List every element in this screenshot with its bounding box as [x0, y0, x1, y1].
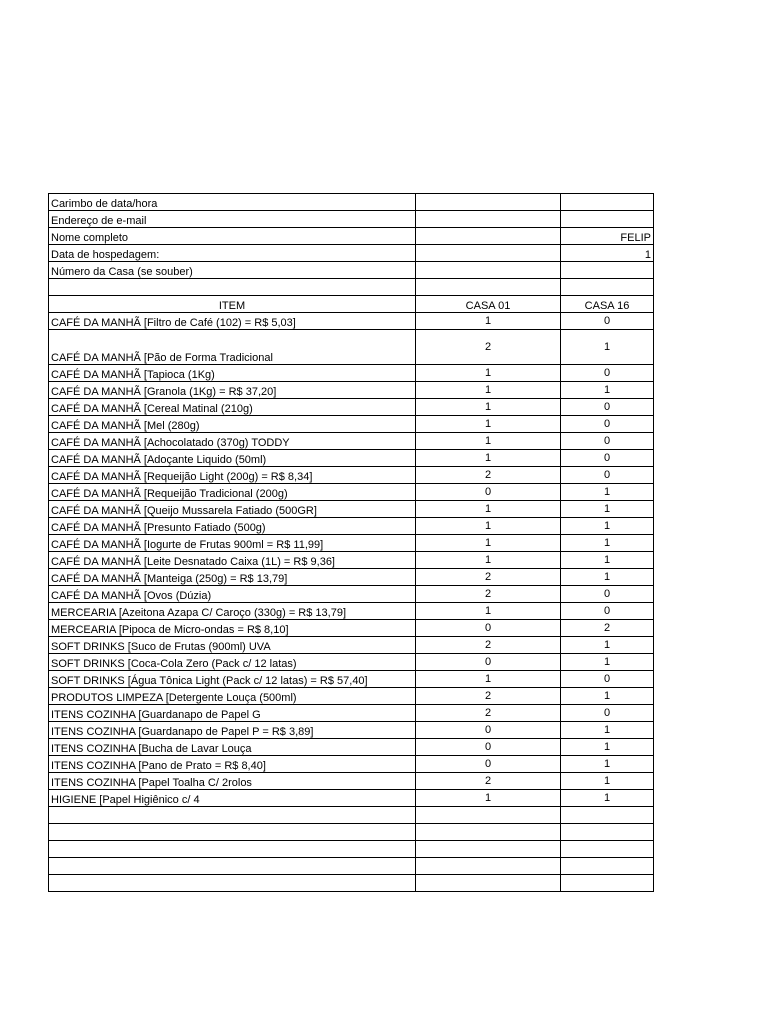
table-row — [49, 773, 654, 790]
casa-01-quantity-cell[interactable]: 1 — [416, 433, 561, 450]
empty-cell[interactable] — [49, 875, 416, 892]
item-label-cell[interactable]: CAFÉ DA MANHÃ [Manteiga (250g) = R$ 13,79] — [49, 569, 416, 586]
table-row — [49, 603, 654, 620]
casa-01-quantity-cell[interactable]: 1 — [416, 382, 561, 399]
item-label-cell[interactable]: MERCEARIA [Pipoca de Micro-ondas = R$ 8,10] — [49, 620, 416, 637]
casa-01-quantity-cell[interactable]: 2 — [416, 467, 561, 484]
table-row — [49, 688, 654, 705]
casa-16-quantity-cell[interactable]: 0 — [561, 433, 654, 450]
item-label-cell[interactable]: SOFT DRINKS [Suco de Frutas (900ml) UVA — [49, 637, 416, 654]
empty-cell[interactable] — [416, 841, 561, 858]
casa-16-column-header[interactable]: CASA 16 — [561, 296, 654, 313]
casa-01-quantity-cell[interactable]: 1 — [416, 790, 561, 807]
empty-cell[interactable] — [416, 807, 561, 824]
empty-cell[interactable] — [561, 824, 654, 841]
item-label-cell[interactable]: ITENS COZINHA [Guardanapo de Papel G — [49, 705, 416, 722]
table-row — [49, 705, 654, 722]
item-label-cell[interactable]: CAFÉ DA MANHÃ [Granola (1Kg) = R$ 37,20] — [49, 382, 416, 399]
casa-01-column-header[interactable]: CASA 01 — [416, 296, 561, 313]
item-label-cell[interactable]: CAFÉ DA MANHÃ [Adoçante Liquido (50ml) — [49, 450, 416, 467]
empty-cell[interactable] — [416, 875, 561, 892]
item-label-cell[interactable]: SOFT DRINKS [Coca-Cola Zero (Pack c/ 12 latas) — [49, 654, 416, 671]
table-row — [49, 586, 654, 603]
casa-16-quantity-cell[interactable]: 0 — [561, 450, 654, 467]
casa-16-quantity-cell[interactable]: 1 — [561, 569, 654, 586]
item-label-cell[interactable]: CAFÉ DA MANHÃ [Leite Desnatado Caixa (1L) = R$ 9,36] — [49, 552, 416, 569]
empty-cell[interactable] — [416, 279, 561, 296]
inventory-table — [48, 193, 654, 892]
table-row — [49, 365, 654, 382]
info-value-cell[interactable]: 1 — [561, 245, 654, 262]
empty-cell[interactable] — [49, 858, 416, 875]
info-value-cell[interactable] — [561, 262, 654, 279]
info-label-cell[interactable]: Data de hospedagem: — [49, 245, 416, 262]
table-row — [49, 399, 654, 416]
table-row — [49, 382, 654, 399]
header-row — [49, 296, 654, 313]
item-label-cell[interactable]: MERCEARIA [Azeitona Azapa C/ Caroço (330g) = R$ 13,79] — [49, 603, 416, 620]
casa-16-quantity-cell[interactable]: 0 — [561, 416, 654, 433]
item-label-cell[interactable]: CAFÉ DA MANHÃ [Requeijão Tradicional (200g) — [49, 484, 416, 501]
casa-01-quantity-cell[interactable]: 1 — [416, 365, 561, 382]
empty-cell[interactable] — [561, 279, 654, 296]
item-label-cell[interactable]: CAFÉ DA MANHÃ [Pão de Forma Tradicional — [49, 330, 416, 365]
empty-cell[interactable] — [416, 858, 561, 875]
casa-16-quantity-cell[interactable]: 1 — [561, 484, 654, 501]
item-column-header[interactable]: ITEM — [49, 296, 416, 313]
item-label-cell[interactable]: CAFÉ DA MANHÃ [Achocolatado (370g) TODDY — [49, 433, 416, 450]
table-row — [49, 722, 654, 739]
empty-cell[interactable] — [49, 841, 416, 858]
empty-cell[interactable] — [49, 279, 416, 296]
table-row — [49, 739, 654, 756]
casa-16-quantity-cell[interactable]: 1 — [561, 773, 654, 790]
casa-16-quantity-cell[interactable]: 1 — [561, 330, 654, 365]
table-row — [49, 501, 654, 518]
casa-01-quantity-cell[interactable]: 2 — [416, 330, 561, 365]
casa-01-quantity-cell[interactable]: 1 — [416, 399, 561, 416]
casa-01-quantity-cell[interactable]: 1 — [416, 450, 561, 467]
table-row — [49, 330, 654, 365]
casa-01-quantity-cell[interactable]: 0 — [416, 654, 561, 671]
item-label-cell[interactable]: ITENS COZINHA [Pano de Prato = R$ 8,40] — [49, 756, 416, 773]
empty-row — [49, 824, 654, 841]
info-value-cell[interactable] — [561, 194, 654, 211]
info-row — [49, 228, 654, 245]
casa-01-quantity-cell[interactable]: 0 — [416, 739, 561, 756]
info-value-cell[interactable] — [416, 245, 561, 262]
table-row — [49, 467, 654, 484]
casa-01-quantity-cell[interactable]: 0 — [416, 484, 561, 501]
casa-16-quantity-cell[interactable]: 1 — [561, 637, 654, 654]
casa-01-quantity-cell[interactable]: 2 — [416, 586, 561, 603]
casa-16-quantity-cell[interactable]: 1 — [561, 688, 654, 705]
table-row — [49, 450, 654, 467]
empty-cell[interactable] — [416, 824, 561, 841]
info-row — [49, 211, 654, 228]
item-label-cell[interactable]: CAFÉ DA MANHÃ [Cereal Matinal (210g) — [49, 399, 416, 416]
item-label-cell[interactable]: ITENS COZINHA [Bucha de Lavar Louça — [49, 739, 416, 756]
info-value-cell[interactable] — [416, 262, 561, 279]
item-label-cell[interactable]: CAFÉ DA MANHÃ [Queijo Mussarela Fatiado (500GR] — [49, 501, 416, 518]
item-label-cell[interactable]: CAFÉ DA MANHÃ [Tapioca (1Kg) — [49, 365, 416, 382]
casa-01-quantity-cell[interactable]: 2 — [416, 773, 561, 790]
casa-16-quantity-cell[interactable]: 1 — [561, 501, 654, 518]
table-row — [49, 518, 654, 535]
empty-cell[interactable] — [561, 841, 654, 858]
casa-01-quantity-cell[interactable]: 1 — [416, 416, 561, 433]
casa-16-quantity-cell[interactable]: 0 — [561, 399, 654, 416]
casa-16-quantity-cell[interactable]: 1 — [561, 756, 654, 773]
table-row — [49, 620, 654, 637]
info-value-cell[interactable] — [561, 211, 654, 228]
table-row — [49, 569, 654, 586]
table-row — [49, 654, 654, 671]
casa-16-quantity-cell[interactable]: 0 — [561, 313, 654, 330]
table-row — [49, 637, 654, 654]
empty-cell[interactable] — [561, 807, 654, 824]
casa-16-quantity-cell[interactable]: 1 — [561, 382, 654, 399]
table-row — [49, 433, 654, 450]
casa-16-quantity-cell[interactable]: 0 — [561, 603, 654, 620]
info-row — [49, 245, 654, 262]
casa-01-quantity-cell[interactable]: 0 — [416, 620, 561, 637]
item-label-cell[interactable]: CAFÉ DA MANHÃ [Filtro de Café (102) = R$ 5,03] — [49, 313, 416, 330]
item-label-cell[interactable]: SOFT DRINKS [Água Tônica Light (Pack c/ 12 latas) = R$ 57,40] — [49, 671, 416, 688]
casa-16-quantity-cell[interactable]: 0 — [561, 365, 654, 382]
table-row — [49, 535, 654, 552]
casa-16-quantity-cell[interactable]: 0 — [561, 705, 654, 722]
info-value-cell[interactable] — [416, 228, 561, 245]
table-row — [49, 416, 654, 433]
table-row — [49, 484, 654, 501]
item-label-cell[interactable]: CAFÉ DA MANHÃ [Mel (280g) — [49, 416, 416, 433]
casa-01-quantity-cell[interactable]: 2 — [416, 705, 561, 722]
casa-16-quantity-cell[interactable]: 1 — [561, 790, 654, 807]
casa-01-quantity-cell[interactable]: 2 — [416, 569, 561, 586]
item-label-cell[interactable]: CAFÉ DA MANHÃ [Ovos (Dúzia) — [49, 586, 416, 603]
item-label-cell[interactable]: CAFÉ DA MANHÃ [Requeijão Light (200g) = R$ 8,34] — [49, 467, 416, 484]
casa-16-quantity-cell[interactable]: 1 — [561, 722, 654, 739]
empty-cell[interactable] — [561, 858, 654, 875]
casa-01-quantity-cell[interactable]: 0 — [416, 756, 561, 773]
casa-16-quantity-cell[interactable]: 0 — [561, 467, 654, 484]
item-label-cell[interactable]: ITENS COZINHA [Papel Toalha C/ 2rolos — [49, 773, 416, 790]
casa-16-quantity-cell[interactable]: 1 — [561, 518, 654, 535]
casa-16-quantity-cell[interactable]: 1 — [561, 535, 654, 552]
empty-cell[interactable] — [561, 875, 654, 892]
info-row — [49, 194, 654, 211]
empty-row — [49, 858, 654, 875]
table-row — [49, 313, 654, 330]
spreadsheet — [48, 193, 651, 939]
casa-01-quantity-cell[interactable]: 0 — [416, 722, 561, 739]
empty-cell[interactable] — [49, 824, 416, 841]
casa-01-quantity-cell[interactable]: 1 — [416, 501, 561, 518]
casa-16-quantity-cell[interactable]: 1 — [561, 654, 654, 671]
info-value-cell[interactable]: FELIP — [561, 228, 654, 245]
info-label-cell[interactable]: Número da Casa (se souber) — [49, 262, 416, 279]
item-label-cell[interactable]: HIGIENE [Papel Higiênico c/ 4 — [49, 790, 416, 807]
info-value-cell[interactable] — [416, 194, 561, 211]
info-label-cell[interactable]: Nome completo — [49, 228, 416, 245]
item-label-cell[interactable]: PRODUTOS LIMPEZA [Detergente Louça (500ml) — [49, 688, 416, 705]
casa-01-quantity-cell[interactable]: 1 — [416, 671, 561, 688]
table-row — [49, 756, 654, 773]
spacer-row — [49, 279, 654, 296]
item-label-cell[interactable]: CAFÉ DA MANHÃ [Presunto Fatiado (500g) — [49, 518, 416, 535]
info-value-cell[interactable] — [416, 211, 561, 228]
casa-01-quantity-cell[interactable]: 2 — [416, 637, 561, 654]
info-label-cell[interactable]: Endereço de e-mail — [49, 211, 416, 228]
table-row — [49, 552, 654, 569]
casa-16-quantity-cell[interactable]: 2 — [561, 620, 654, 637]
casa-16-quantity-cell[interactable]: 1 — [561, 739, 654, 756]
item-label-cell[interactable]: CAFÉ DA MANHÃ [Iogurte de Frutas 900ml = R$ 11,99] — [49, 535, 416, 552]
casa-16-quantity-cell[interactable]: 0 — [561, 586, 654, 603]
casa-01-quantity-cell[interactable]: 1 — [416, 603, 561, 620]
empty-row — [49, 841, 654, 858]
table-body — [49, 194, 654, 892]
casa-01-quantity-cell[interactable]: 1 — [416, 313, 561, 330]
empty-row — [49, 807, 654, 824]
empty-cell[interactable] — [49, 807, 416, 824]
casa-01-quantity-cell[interactable]: 2 — [416, 688, 561, 705]
casa-01-quantity-cell[interactable]: 1 — [416, 518, 561, 535]
empty-row — [49, 875, 654, 892]
item-label-cell[interactable]: ITENS COZINHA [Guardanapo de Papel P = R$ 3,89] — [49, 722, 416, 739]
table-row — [49, 671, 654, 688]
casa-01-quantity-cell[interactable]: 1 — [416, 535, 561, 552]
casa-01-quantity-cell[interactable]: 1 — [416, 552, 561, 569]
table-row — [49, 790, 654, 807]
info-label-cell[interactable]: Carimbo de data/hora — [49, 194, 416, 211]
casa-16-quantity-cell[interactable]: 1 — [561, 552, 654, 569]
info-row — [49, 262, 654, 279]
casa-16-quantity-cell[interactable]: 0 — [561, 671, 654, 688]
